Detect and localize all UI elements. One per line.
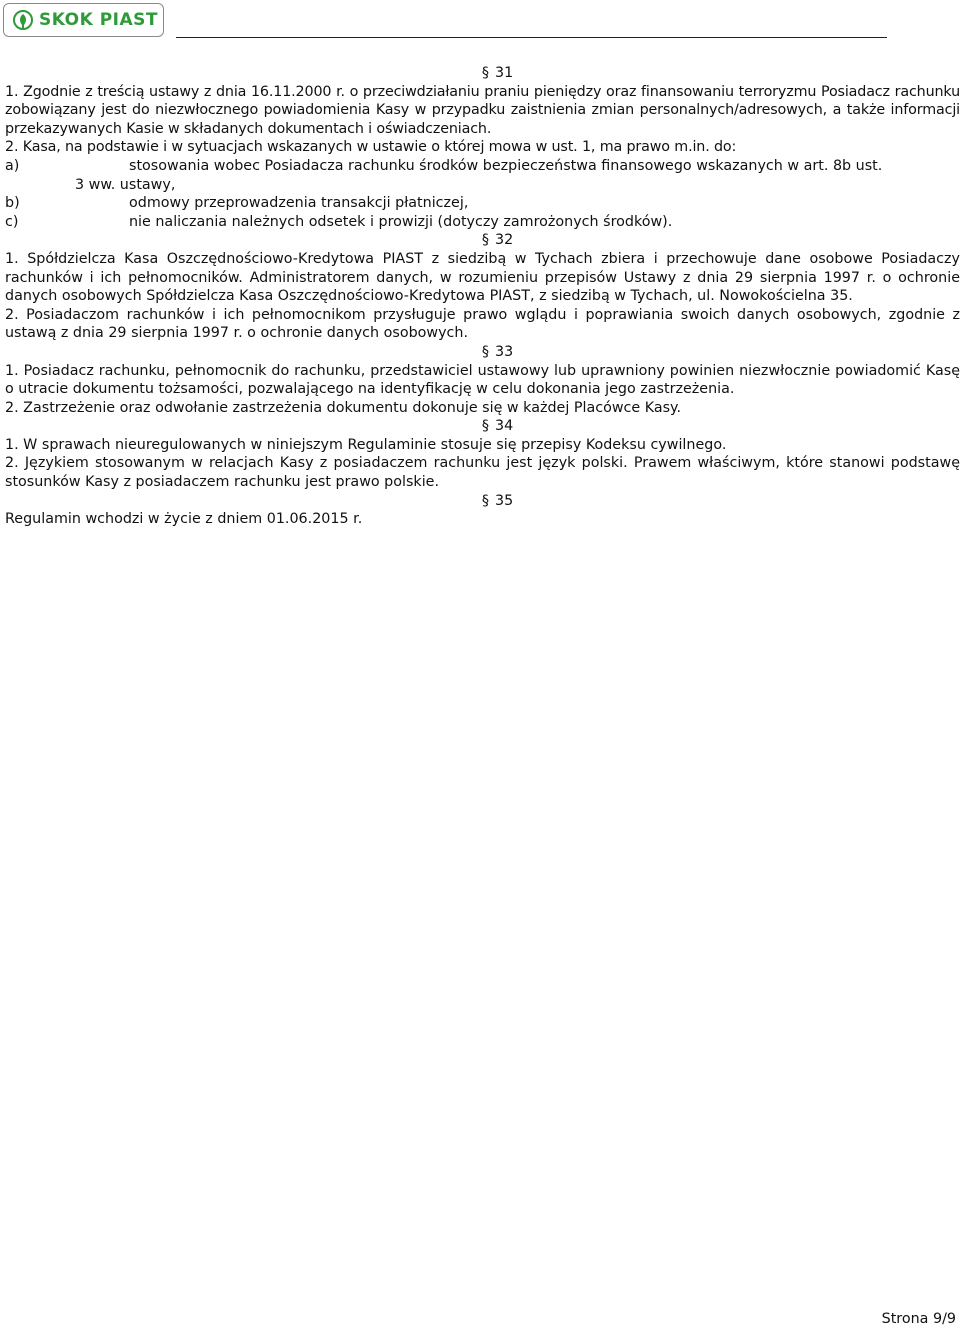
paragraph: 1. Spółdzielcza Kasa Oszczędnościowo-Kredytowa PIAST z siedzibą w Tychach zbiera i przechowuje dane osobowe Posiadaczy rachunków i ich pełnomocników. Administratorem danych, w rozumieniu przepisów Ustawy z dnia 29 sierpnia 1997 r. o ochronie danych osobowych Spółdzielcza Kasa Oszczędnościowo-Kredytowa PIAST, z siedzibą w Tychach, ul. Nowokościelna 35. xyxy=(5,250,960,305)
paragraph: 2. Językiem stosowanym w relacjach Kasy z posiadaczem rachunku jest język polski. Prawem właściwym, które stanowi podstawę stosunków Kasy z posiadaczem rachunku jest prawo polskie. xyxy=(5,455,960,491)
paragraph: 2. Zastrzeżenie oraz odwołanie zastrzeżenia dokumentu dokonuje się w każdej Placówce Kasy. xyxy=(5,399,682,416)
page-number: Strona 9/9 xyxy=(881,1311,956,1327)
list-item: c) nie naliczania należnych odsetek i prowizji (dotyczy zamrożonych środków). xyxy=(5,213,673,230)
paragraph: 1. Zgodnie z treścią ustawy z dnia 16.11.2000 r. o przeciwdziałaniu praniu pieniędzy oraz finansowaniu terroryzmu Posiadacz rachunku zobowiązany jest do niezwłocznego powiadomienia Kasy w przypadku zaistnienia zmian personalnych/adresowych, a także informacji przekazywanych Kasie w składanych dokumentach i oświadczeniach. xyxy=(5,83,960,137)
logo-text: SKOK PIAST xyxy=(39,10,158,30)
list-item-continuation: 3 ww. ustawy, xyxy=(75,176,176,193)
section-heading-32: § 32 xyxy=(481,232,514,249)
section-heading-35: § 35 xyxy=(481,492,514,509)
skok-logo-icon xyxy=(13,10,33,30)
paragraph: Regulamin wchodzi w życie z dniem 01.06.2015 r. xyxy=(5,511,363,528)
list-item: b) odmowy przeprowadzenia transakcji płatniczej, xyxy=(5,195,469,212)
paragraph: 1. W sprawach nieuregulowanych w niniejszym Regulaminie stosuje się przepisy Kodeksu cywilnego. xyxy=(5,436,727,453)
section-heading-34: § 34 xyxy=(481,418,514,435)
paragraph: 2. Posiadaczom rachunków i ich pełnomocnikom przysługuje prawo wglądu i poprawiania swoich danych osobowych, zgodnie z ustawą z dnia 29 sierpnia 1997 r. o ochronie danych osobowych. xyxy=(5,306,960,342)
section-heading-31: § 31 xyxy=(481,65,514,81)
header-rule xyxy=(176,37,887,38)
section-heading-33: § 33 xyxy=(481,343,514,360)
logo xyxy=(3,3,164,37)
paragraph: 1. Posiadacz rachunku, pełnomocnik do rachunku, przedstawiciel ustawowy lub uprawniony powinien niezwłocznie powiadomić Kasę o utracie dokumentu tożsamości, pozwalającego na identyfikację w celu dokonania jego zastrzeżenia. xyxy=(5,362,960,398)
list-item: a) stosowania wobec Posiadacza rachunku środków bezpieczeństwa finansowego wskazanych w art. 8b ust. xyxy=(5,157,883,174)
document-body xyxy=(5,64,960,529)
paragraph: 2. Kasa, na podstawie i w sytuacjach wskazanych w ustawie o której mowa w ust. 1, ma prawo m.in. do: xyxy=(5,139,737,156)
